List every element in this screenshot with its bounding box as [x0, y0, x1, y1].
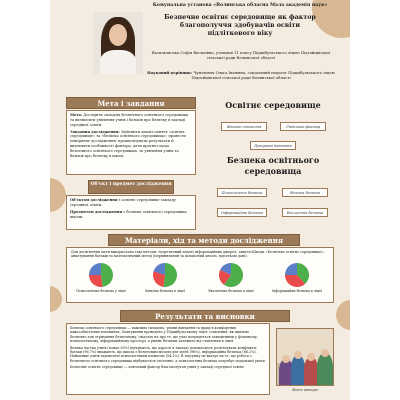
object-heading: Об'єкт і предмет дослідження [88, 180, 174, 194]
supervisor-label: Науковий керівник: [147, 70, 193, 75]
decor-blob [50, 178, 66, 212]
pie-chart [135, 262, 195, 293]
methods-heading: Матеріали, хід та методи дослідження [108, 234, 300, 246]
institution-name: Комунальна установа «Волинська обласна Мала академія наук» [152, 3, 328, 8]
methods-box [66, 247, 334, 303]
pie-caption: Інформаційна безпека в ліцеї [272, 289, 322, 293]
pie-slice [101, 263, 113, 287]
environment-tag: Фізичне оточення [221, 122, 267, 131]
safety-tag: Інформаційна безпека [217, 208, 267, 217]
results-paragraph: Безпека освітнього середовища — важлива складова, умови навчання та праці в комфортних міжособистісних взаєминах. Опитування проведено у Підцибульському ліцеї: ставлення, як шкільне безпечне для отримання безпечному, свідчать на про те, що учні почуваються захищеними у фізичному, психологічному, інформаційному просторі, а рівень безпеки залежить від ставлення в ліцеї. [70, 326, 258, 344]
safety-tag: Екологічна безпека [282, 208, 328, 217]
decor-blob [50, 286, 62, 312]
decor-blob [336, 300, 350, 330]
methods-text: Для досягнення мети використано такі методи: теоретичний аналіз інформаційних джерел, анкета-Шкоди «Безпечне освітнє середовище», анкетування батьків та математичний метод (порівняльний та кількісний аналіз, відсоткові дані). [71, 250, 325, 259]
author-info: Васильовська Софія Василівна, учениця 11 класу Підцибульського ліцею Підгайцівської сільської ради Волинської області [151, 50, 331, 60]
environment-tag: Програми навчання [250, 141, 296, 150]
pie-svg [218, 262, 244, 288]
pie-svg [88, 262, 114, 288]
goal-text: Дослідити складові безпечного освітнього середовища та визначити уявлення учнів і батьків про безпеку в закладі середньої освіти. [70, 113, 189, 127]
pie-chart [201, 262, 261, 293]
pie-svg [152, 262, 178, 288]
tasks-text: Здійснити аналіз понять «освітнє середовище» та «безпека освітнього середовища»; провести емпіричне дослідження; проаналізувати результати й визначити особливості фактора; дати прогноз щодо безпечного освітнього середовища, та уявлення учнів та батьків про безпеку в школі. [70, 129, 186, 158]
environment-heading: Освітнє середовище [225, 100, 321, 110]
safety-heading: Безпека освітнього середовища [226, 155, 320, 176]
object-text: є освітнє середовище закладу середньої освіти. [70, 198, 176, 207]
author-photo [93, 12, 143, 74]
results-paragraph: Безпечне освітнє середовище — ключовий фактор благополуччя учнів у закладі середньої освіти. [70, 365, 245, 370]
pie-svg [284, 262, 310, 288]
pie-slice [89, 263, 101, 275]
goal-label: Мета: [70, 113, 83, 117]
tasks-label: Завдання дослідження: [70, 129, 120, 134]
poster [50, 0, 350, 400]
supervisor-info [147, 70, 335, 80]
pie-slice [163, 263, 177, 287]
pie-chart [71, 262, 131, 293]
object-box [66, 195, 196, 230]
photo-caption: Фото автора [292, 388, 318, 392]
environment-tag: Людський фактор [280, 122, 326, 131]
pie-slice [89, 275, 103, 287]
results-heading: Результати та висновки [120, 310, 290, 322]
results-paragraph: Велика частка учнів (понад 50%) відчувають, що дорослі в закладі допомагають розв'язувати конфлікти; батьки (96,7%) вважають, що школа є безпечним місцем для дітей (96%), інформаційна безпека (66,2%). Найменше учнів задоволені психологічним кліматом (54,2%). В підсумку це вказує на те, що робота з безпечного освітнього середовища відбувається системно, а психологічна безпека потребує подальшої уваги. [70, 345, 266, 363]
safety-tag: Фізична безпека [282, 188, 328, 197]
pie-chart [267, 262, 327, 293]
group-photo [276, 328, 334, 386]
pie-caption: Фізична безпека в ліцеї [145, 289, 185, 293]
goals-box [66, 110, 196, 175]
results-box [66, 323, 270, 395]
subject-text: є безпека освітнього середовища школи. [70, 209, 187, 219]
pie-caption: Екологічна безпека в ліцеї [208, 289, 254, 293]
subject-label: Предметом дослідження [70, 209, 123, 214]
object-label: Об'єктом дослідження [70, 198, 118, 202]
pie-caption: Психологічна безпека у ліцеї [76, 289, 126, 293]
poster-title: Безпечне освітнє середовище як фактор благополуччя здобувачів освіти підліткового віку [164, 14, 316, 37]
goals-heading: Мета і завдання [66, 97, 196, 109]
supervisor-text: Чумілєвич Ольга Іванівна, соціальний педагог Підцибульського ліцею Підгайцівської сільської ради Волинської області [191, 70, 335, 81]
safety-tag: Психологічна безпека [217, 188, 267, 197]
pie-slice [285, 263, 297, 275]
pie-charts [71, 262, 331, 298]
